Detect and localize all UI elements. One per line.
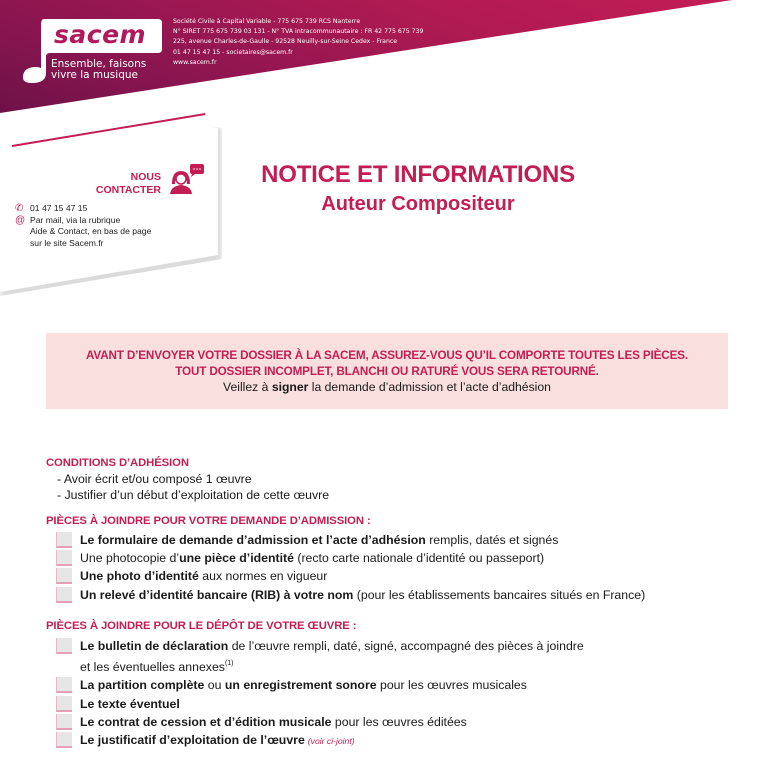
phone-icon: ✆ — [15, 203, 24, 214]
checklist-item: Un relevé d’identité bancaire (RIB) à votre nom (pour les établissements bancaires situés en France) — [56, 586, 645, 604]
warning-line-1: AVANT D’ENVOYER VOTRE DOSSIER À LA SACEM, ASSUREZ-VOUS QU’IL COMPORTE TOUTES LES PIÈCES. — [86, 349, 688, 362]
checkbox[interactable] — [56, 732, 72, 748]
checkbox[interactable] — [56, 550, 72, 566]
phone-number[interactable]: 01 47 15 47 15 — [30, 203, 88, 213]
contact-details — [15, 203, 151, 249]
page-subtitle: Auteur Compositeur — [321, 193, 515, 215]
deposit-heading: PIÈCES À JOINDRE POUR LE DÉPÔT DE VOTRE ŒUVRE : — [46, 620, 357, 632]
admission-checklist — [56, 531, 645, 604]
checkbox[interactable] — [56, 696, 72, 712]
legal-line: Société Civile à Capital Variable - 775 675 739 RCS Nanterre — [173, 18, 361, 25]
contact-title: NOUS CONTACTER — [95, 171, 161, 196]
conditions-heading: CONDITIONS D’ADHÉSION — [46, 457, 189, 469]
checklist-item: Le formulaire de demande d’admission et l’acte d’adhésion remplis, datés et signés — [56, 531, 645, 549]
see-attached-note: (voir ci-joint) — [307, 736, 355, 747]
checklist-item: Le justificatif d’exploitation de l’œuvre (voir ci-joint) — [56, 731, 584, 750]
checklist-item: Le contrat de cession et d’édition musicale pour les œuvres éditées — [56, 713, 584, 731]
checklist-item: Le bulletin de déclaration de l’œuvre rempli, daté, signé, accompagné des pièces à joindre — [56, 637, 584, 655]
page-title: NOTICE ET INFORMATIONS — [261, 161, 575, 188]
list-item: - Avoir écrit et/ou composé 1 œuvre — [57, 472, 252, 486]
checklist-item-continuation: et les éventuelles annexes$^{(1)}$ — [80, 660, 234, 675]
sacem-logo — [20, 17, 168, 83]
checkbox[interactable] — [56, 714, 72, 730]
checklist-item: Une photo d’identité aux normes en vigueur — [56, 567, 645, 585]
conditions-list — [57, 471, 329, 504]
checkbox[interactable] — [56, 677, 72, 693]
deposit-checklist — [56, 637, 584, 750]
brand-tagline: Ensemble, faisons vivre la musique — [51, 58, 147, 81]
admission-heading: PIÈCES À JOINDRE POUR VOTRE DEMANDE D’ADMISSION : — [46, 515, 371, 527]
checkbox[interactable] — [56, 587, 72, 603]
checkbox[interactable] — [56, 568, 72, 584]
website-link[interactable]: www.sacem.fr — [173, 58, 217, 66]
contact-mail: @ Par mail, via la rubrique Aide & Contact, en bas de page sur le site Sacem.fr — [15, 214, 152, 248]
checkbox[interactable] — [56, 532, 72, 548]
at-sign-icon: @ — [15, 214, 26, 226]
warning-line-2: TOUT DOSSIER INCOMPLET, BLANCHI OU RATURÉ VOUS SERA RETOURNÉ. — [175, 364, 599, 378]
list-item: - Justifier d’un début d’exploitation de cette œuvre — [57, 488, 330, 503]
contact-phone — [15, 203, 151, 215]
warning-line-3: Veillez à signer la demande d’admission et l’acte d’adhésion — [223, 380, 551, 394]
warning-box — [46, 333, 728, 409]
legal-info — [173, 17, 423, 68]
legal-line: 225, avenue Charles-de-Gaulle - 92528 Neuilly-sur-Seine Cedex - France — [173, 38, 398, 46]
checklist-item: La partition complète ou un enregistrement sonore pour les œuvres musicales — [56, 676, 584, 694]
legal-line: 01 47 15 47 15 - societaires@sacem.fr — [173, 48, 293, 56]
checkbox[interactable] — [56, 638, 72, 654]
legal-line: N° SIRET 775 675 739 03 131 - N° TVA intracommunautaire : FR 42 775 675 739 — [173, 28, 424, 36]
brand-name: sacem — [54, 20, 147, 49]
checklist-item: Une photocopie d’une pièce d’identité (recto carte nationale d’identité ou passeport) — [56, 549, 645, 567]
checklist-item: Le texte éventuel — [56, 695, 584, 713]
